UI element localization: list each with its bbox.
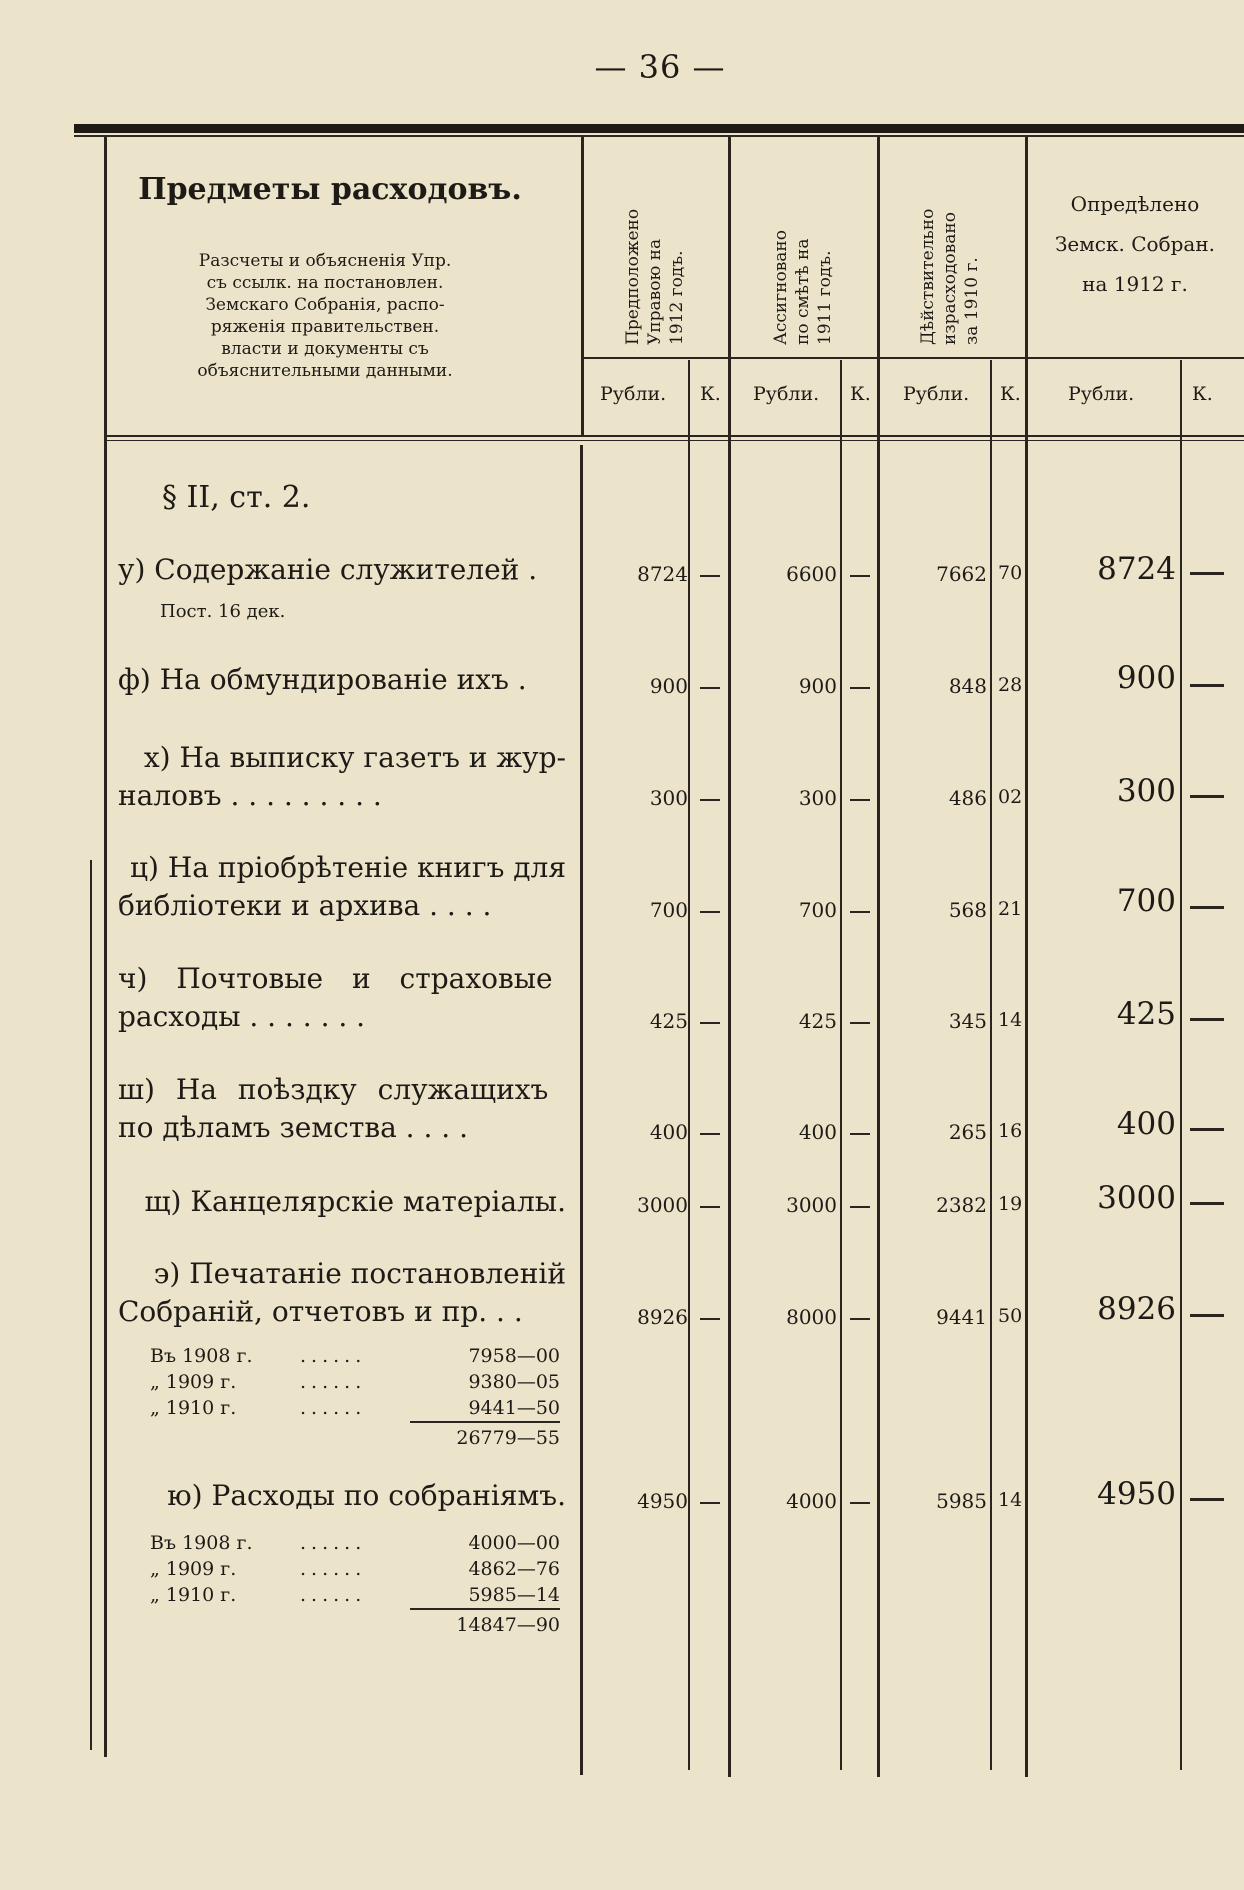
unit-kopecks: К.	[850, 383, 871, 405]
history-year: Въ 1908 г.	[150, 1532, 253, 1554]
spent-rubles: 345	[948, 1009, 987, 1033]
history-year: „ 1909 г.	[150, 1558, 237, 1580]
history-amount: 7958—00	[468, 1345, 560, 1367]
table-title: Предметы расходовъ.	[138, 172, 522, 207]
kopecks-dash	[1190, 684, 1224, 687]
history-year: „ 1910 г.	[150, 1397, 237, 1419]
proposed-rubles: 8724	[637, 562, 688, 586]
kopecks-dash	[1190, 795, 1224, 798]
kopecks-dash	[700, 687, 720, 689]
header-bottom-line	[104, 435, 1244, 437]
approved-rubles: 3000	[1097, 1180, 1176, 1216]
kopecks-dash	[700, 1022, 720, 1024]
col-header-line: Предположено	[623, 208, 643, 345]
assigned-rubles: 4000	[786, 1489, 837, 1513]
history-row	[150, 1369, 560, 1395]
kopecks-dash	[850, 911, 870, 913]
col-header-line: Управою на	[645, 238, 665, 345]
unit-kopecks: К.	[1000, 383, 1021, 405]
top-rule	[74, 124, 1244, 133]
col-header-line: Опредѣлено	[1070, 192, 1200, 216]
assigned-rubles: 6600	[786, 562, 837, 586]
history-row	[150, 1530, 560, 1556]
col-header-line: на 1912 г.	[1082, 272, 1188, 296]
history-row	[150, 1556, 560, 1582]
kopecks-dash	[700, 1318, 720, 1320]
spent-kopecks: 16	[998, 1120, 1023, 1142]
approved-rubles: 8724	[1097, 551, 1176, 587]
item-text: ц) На пріобрѣтеніе книгъ для	[130, 851, 566, 884]
item-text: у) Содержаніе служителей .	[118, 553, 538, 586]
kopecks-dash	[850, 799, 870, 801]
proposed-rubles: 8926	[637, 1305, 688, 1329]
history-total-row	[150, 1608, 560, 1634]
kopecks-dash	[1190, 906, 1224, 909]
approved-rubles: 425	[1116, 996, 1176, 1032]
spent-kopecks: 14	[998, 1009, 1023, 1031]
spent-kopecks: 02	[998, 786, 1023, 808]
history-total: 26779—55	[410, 1421, 560, 1451]
spent-kopecks: 19	[998, 1193, 1023, 1215]
item-text: наловъ . . . . . . . . .	[118, 779, 382, 812]
item-note: Пост. 16 дек.	[160, 601, 286, 622]
history-total: 14847—90	[410, 1608, 560, 1638]
expense-item-kh	[118, 739, 566, 815]
col-header-line: по смѣтѣ на	[793, 238, 813, 345]
grid-left-line	[104, 137, 107, 1757]
item-text: по дѣламъ земства . . . .	[118, 1111, 468, 1144]
history-amount: 4000—00	[468, 1532, 560, 1554]
col-spent-header	[900, 175, 1000, 345]
kopecks-dash	[850, 575, 870, 577]
subtitle-line: объяснительными данными.	[197, 361, 453, 381]
unit-rubles: Рубли.	[903, 383, 970, 405]
kopecks-dash	[1190, 572, 1224, 575]
grid-col-line	[580, 445, 583, 1775]
leader-dots: ......	[300, 1371, 367, 1393]
col-approved-header	[1030, 184, 1240, 304]
approved-rubles: 4950	[1097, 1476, 1176, 1512]
grid-left-outer-line	[90, 860, 92, 1750]
col-header-line: 1911 годъ.	[815, 250, 835, 345]
col-header-line: израсходовано	[940, 212, 960, 345]
item-text: ю) Расходы по собраніямъ.	[167, 1479, 566, 1512]
kopecks-dash	[1190, 1128, 1224, 1131]
grid-col-line	[581, 137, 584, 437]
history-yu	[150, 1530, 560, 1634]
unit-kopecks: К.	[700, 383, 721, 405]
history-year: „ 1909 г.	[150, 1371, 237, 1393]
history-year: Въ 1908 г.	[150, 1345, 253, 1367]
expense-item-u	[118, 551, 566, 589]
proposed-rubles: 4950	[637, 1489, 688, 1513]
history-amount: 5985—14	[468, 1584, 560, 1606]
history-amount: 9441—50	[468, 1397, 560, 1419]
unit-rubles: Рубли.	[600, 383, 667, 405]
expense-item-shch	[118, 1183, 566, 1221]
grid-col-line	[877, 137, 880, 1777]
header-bottom-line-thin	[104, 440, 1244, 441]
kopecks-dash	[1190, 1498, 1224, 1501]
approved-rubles: 400	[1116, 1106, 1176, 1142]
item-text: ч) Почтовые и страховые	[118, 962, 553, 995]
grid-col-line	[688, 360, 690, 1770]
item-text: э) Печатаніе постановленій	[153, 1257, 566, 1290]
leader-dots: ......	[300, 1558, 367, 1580]
col-assigned-header	[753, 175, 853, 345]
spent-rubles: 265	[948, 1120, 987, 1144]
leader-dots: ......	[300, 1584, 367, 1606]
approved-rubles: 8926	[1097, 1291, 1176, 1327]
kopecks-dash	[1190, 1314, 1224, 1317]
kopecks-dash	[850, 687, 870, 689]
spent-rubles: 9441	[936, 1305, 987, 1329]
history-year: „ 1910 г.	[150, 1584, 237, 1606]
expense-item-sh	[118, 1071, 566, 1147]
item-text: Собраній, отчетовъ и пр. . .	[118, 1295, 523, 1328]
unit-kopecks: К.	[1192, 383, 1213, 405]
kopecks-dash	[700, 1502, 720, 1504]
page-number: — 36 —	[594, 48, 726, 86]
assigned-rubles: 3000	[786, 1193, 837, 1217]
assigned-rubles: 8000	[786, 1305, 837, 1329]
expense-item-e	[118, 1255, 566, 1331]
kopecks-dash	[850, 1502, 870, 1504]
leader-dots: ......	[300, 1345, 367, 1367]
expense-item-yu	[118, 1477, 566, 1515]
kopecks-dash	[850, 1206, 870, 1208]
history-row	[150, 1395, 560, 1421]
spent-kopecks: 70	[998, 562, 1023, 584]
kopecks-dash	[700, 799, 720, 801]
proposed-rubles: 425	[649, 1009, 688, 1033]
spent-rubles: 486	[948, 786, 987, 810]
spent-rubles: 2382	[936, 1193, 987, 1217]
unit-rubles: Рубли.	[1068, 383, 1135, 405]
assigned-rubles: 425	[798, 1009, 837, 1033]
header-unit-line	[581, 357, 1244, 359]
history-row	[150, 1582, 560, 1608]
assigned-rubles: 400	[798, 1120, 837, 1144]
assigned-rubles: 300	[798, 786, 837, 810]
kopecks-dash	[700, 575, 720, 577]
grid-col-line	[1025, 137, 1028, 1777]
expense-item-f	[118, 661, 566, 699]
spent-kopecks: 21	[998, 898, 1023, 920]
item-text: ф) На обмундированіе ихъ .	[118, 663, 527, 696]
item-text: расходы . . . . . . .	[118, 1000, 366, 1033]
kopecks-dash	[700, 1206, 720, 1208]
col-proposed-header	[605, 175, 705, 345]
history-row	[150, 1343, 560, 1369]
kopecks-dash	[700, 911, 720, 913]
item-text: х) На выписку газетъ и жур-	[143, 741, 566, 774]
col-header-line: Земск. Собран.	[1054, 232, 1216, 256]
col-header-line: за 1910 г.	[962, 257, 982, 345]
spent-kopecks: 28	[998, 674, 1023, 696]
kopecks-dash	[1190, 1202, 1224, 1205]
assigned-rubles: 900	[798, 674, 837, 698]
history-e	[150, 1343, 560, 1447]
spent-rubles: 848	[948, 674, 987, 698]
subtitle-line: власти и документы съ	[221, 339, 429, 359]
subtitle-line: съ ссылк. на постановлен.	[206, 273, 444, 293]
col-header-line: 1912 годъ.	[667, 250, 687, 345]
kopecks-dash	[700, 1133, 720, 1135]
col-header-line: Ассигновано	[771, 230, 791, 345]
kopecks-dash	[850, 1318, 870, 1320]
grid-col-line	[840, 360, 842, 1770]
expense-item-ch	[118, 960, 566, 1036]
spent-kopecks: 50	[998, 1305, 1023, 1327]
leader-dots: ......	[300, 1532, 367, 1554]
spent-rubles: 5985	[936, 1489, 987, 1513]
approved-rubles: 300	[1116, 773, 1176, 809]
top-rule-thin	[74, 135, 1244, 137]
item-text: щ) Канцелярскіе матеріалы.	[144, 1185, 566, 1218]
history-amount: 4862—76	[468, 1558, 560, 1580]
subtitle-line: ряженія правительствен.	[210, 317, 440, 337]
table-subtitle	[165, 250, 485, 382]
spent-rubles: 568	[948, 898, 987, 922]
spent-kopecks: 14	[998, 1489, 1023, 1511]
proposed-rubles: 900	[649, 674, 688, 698]
subtitle-line: Разсчеты и объясненія Упр.	[198, 251, 452, 271]
approved-rubles: 900	[1116, 660, 1176, 696]
unit-rubles: Рубли.	[753, 383, 820, 405]
grid-col-line	[728, 137, 731, 1777]
proposed-rubles: 300	[649, 786, 688, 810]
section-heading: § II, ст. 2.	[162, 480, 311, 515]
history-amount: 9380—05	[468, 1371, 560, 1393]
proposed-rubles: 400	[649, 1120, 688, 1144]
history-total-row	[150, 1421, 560, 1447]
grid-col-line	[1180, 360, 1182, 1770]
leader-dots: ......	[300, 1397, 367, 1419]
kopecks-dash	[1190, 1018, 1224, 1021]
subtitle-line: Земскаго Собранія, распо-	[205, 295, 445, 315]
kopecks-dash	[850, 1133, 870, 1135]
expense-item-ts	[118, 849, 566, 925]
item-text: ш) На поѣздку служащихъ	[118, 1073, 549, 1106]
spent-rubles: 7662	[936, 562, 987, 586]
col-header-line: Дѣйствительно	[918, 208, 938, 345]
assigned-rubles: 700	[798, 898, 837, 922]
proposed-rubles: 700	[649, 898, 688, 922]
proposed-rubles: 3000	[637, 1193, 688, 1217]
item-text: библіотеки и архива . . . .	[118, 889, 492, 922]
grid-col-line	[990, 360, 992, 1770]
approved-rubles: 700	[1116, 883, 1176, 919]
kopecks-dash	[850, 1022, 870, 1024]
